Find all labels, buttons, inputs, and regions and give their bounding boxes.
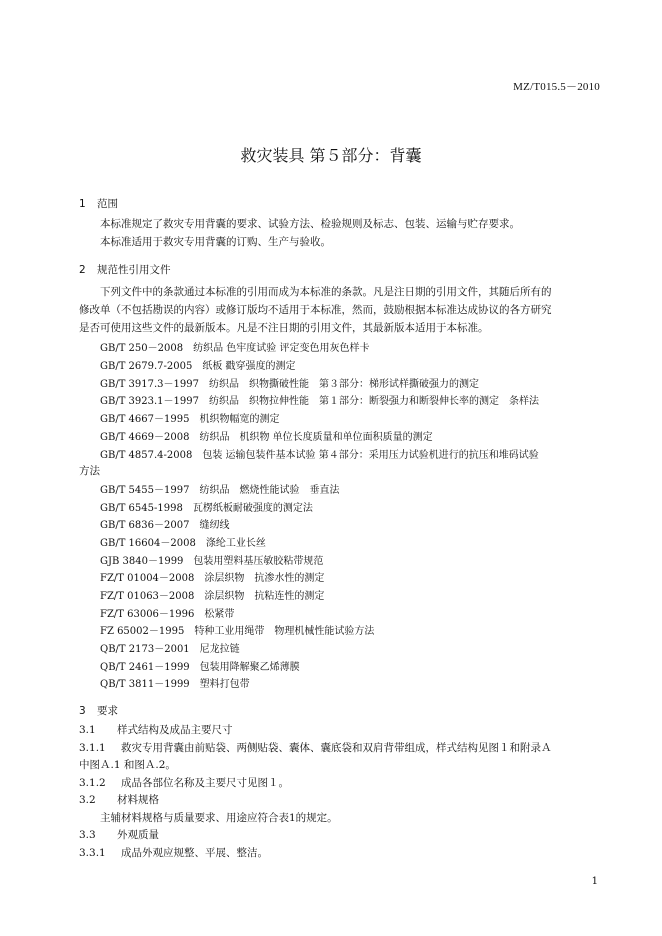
paragraph: 下列文件中的条款通过本标准的引用而成为本标准的条款。凡是注日期的引用文件，其随后所有的 <box>100 286 552 298</box>
clause-number: 3.1.2 <box>79 777 106 789</box>
reference-item: FZ/T 01063－2008 涂层织物 抗粘连性的测定 <box>100 591 325 602</box>
reference-item: FZ/T 01004－2008 涂层织物 抗渗水性的测定 <box>100 573 325 584</box>
subsection-title: 外观质量 <box>117 829 159 841</box>
clause-number: 3.3.1 <box>79 847 106 859</box>
reference-item: FZ/T 63006－1996 松紧带 <box>100 609 235 620</box>
reference-item: QB/T 3811－1999 塑料打包带 <box>100 679 250 690</box>
reference-item: GB/T 250－2008 纺织品 色牢度试验 评定变色用灰色样卡 <box>100 343 370 354</box>
subsection-number: 3.3 <box>79 829 96 841</box>
reference-item: GB/T 3923.1－1997 纺织品 织物拉伸性能 第１部分：断裂强力和断裂伸长率的测定 条样法 <box>100 396 539 407</box>
subsection-3-2-heading <box>79 792 159 807</box>
section-3-heading <box>79 703 118 718</box>
section-number: 1 <box>79 198 86 210</box>
clause-number: 3.1.1 <box>79 742 106 754</box>
clause-text: 救灾专用背囊由前贴袋、两侧贴袋、囊体、囊底袋和双肩背带组成，样式结构见图１和附录Ａ <box>121 742 552 754</box>
subsection-3-1-heading <box>79 722 233 737</box>
paragraph: 是否可使用这些文件的最新版本。凡是不注日期的引用文件，其最新版本适用于本标准。 <box>79 322 489 334</box>
section-title: 规范性引用文件 <box>97 264 171 276</box>
paragraph: 修改单（不包括勘误的内容）或修订版均不适用于本标准，然而，鼓励根据本标准达成协议的各方研究 <box>79 304 552 316</box>
reference-item: QB/T 2173－2001 尼龙拉链 <box>100 644 240 655</box>
section-number: 2 <box>79 264 86 276</box>
clause-3-3-1 <box>79 845 268 860</box>
section-title: 要求 <box>97 705 118 717</box>
page-number: 1 <box>591 876 598 887</box>
reference-item: FZ 65002－1995 特种工业用绳带 物理机械性能试验方法 <box>100 626 375 637</box>
reference-item: GB/T 4669－2008 纺织品 机织物 单位长度质量和单位面积质量的测定 <box>100 432 433 443</box>
reference-item: GB/T 4667－1995 机织物幅宽的测定 <box>100 414 280 425</box>
clause-3-1-1-cont: 中图Ａ.1 和图Ａ.2。 <box>79 759 176 771</box>
reference-wrap: 方法 <box>79 465 100 477</box>
section-number: 3 <box>79 705 86 717</box>
reference-item: GB/T 2679.7-2005 纸板 戳穿强度的测定 <box>100 361 296 372</box>
subsection-title: 材料规格 <box>117 794 159 806</box>
section-title: 范围 <box>97 198 118 210</box>
paragraph: 本标准规定了救灾专用背囊的要求、试验方法、检验规则及标志、包装、运输与贮存要求。 <box>100 218 520 230</box>
section-1-heading <box>79 196 118 211</box>
clause-3-2-text: 主辅材料规格与质量要求、用途应符合表1的规定。 <box>100 812 338 824</box>
subsection-number: 3.2 <box>79 794 96 806</box>
reference-item: GB/T 6836－2007 缝纫线 <box>100 520 230 531</box>
subsection-number: 3.1 <box>79 724 96 736</box>
reference-item: GB/T 16604－2008 涤纶工业长丝 <box>100 538 266 549</box>
reference-item: QB/T 2461－1999 包装用降解聚乙烯薄膜 <box>100 662 300 673</box>
clause-3-1-2 <box>79 775 289 790</box>
subsection-title: 样式结构及成品主要尺寸 <box>117 724 233 736</box>
subsection-3-3-heading <box>79 827 159 842</box>
clause-text: 成品各部位名称及主要尺寸见图１。 <box>121 777 289 789</box>
document-title: 救灾装具 第５部分：背囊 <box>240 146 422 165</box>
clause-3-1-1 <box>79 740 552 755</box>
section-2-heading <box>79 262 171 277</box>
clause-text: 成品外观应规整、平展、整洁。 <box>121 847 268 859</box>
paragraph: 本标准适用于救灾专用背囊的订购、生产与验收。 <box>100 236 331 248</box>
reference-item: GB/T 5455－1997 纺织品 燃烧性能试验 垂直法 <box>100 485 340 496</box>
reference-item: GJB 3840－1999 包装用塑料基压敏胶粘带规范 <box>100 556 324 567</box>
standard-code: MZ/T015.5－2010 <box>513 81 600 93</box>
reference-item: GB/T 3917.3－1997 纺织品 织物撕破性能 第３部分：梯形试样撕破强力的测定 <box>100 379 479 390</box>
reference-item: GB/T 6545-1998 瓦楞纸板耐破强度的测定法 <box>100 503 313 514</box>
reference-item: GB/T 4857.4-2008 包装 运输包装件基本试验 第４部分：采用压力试验机进行的抗压和堆码试验 <box>100 450 539 461</box>
